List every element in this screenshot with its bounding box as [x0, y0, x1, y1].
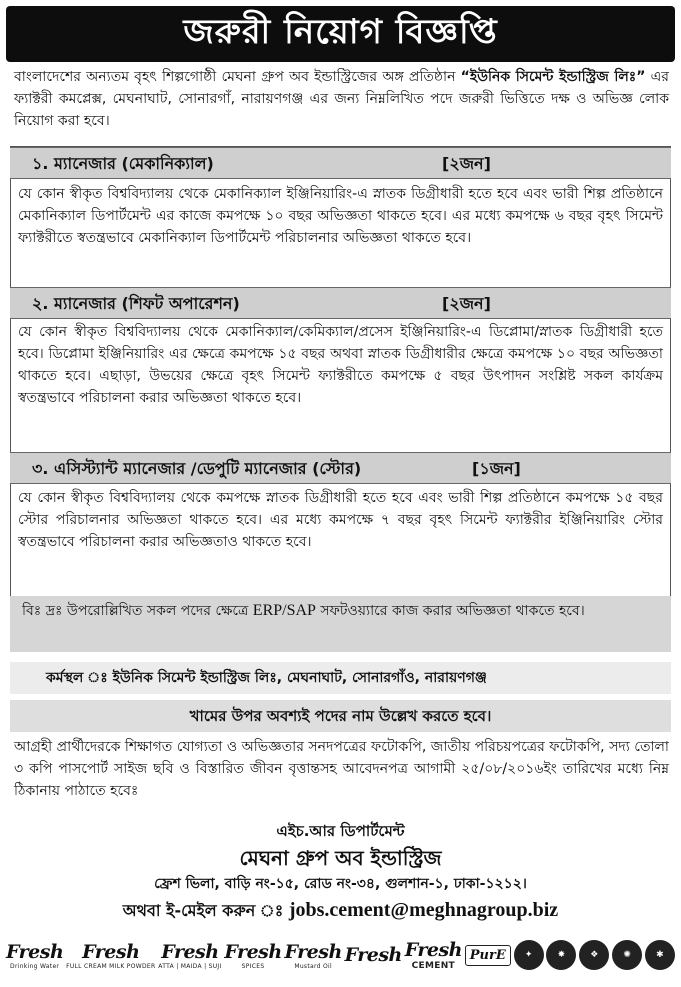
company-address: ফ্রেশ ভিলা, বাড়ি নং-১৫, রোড নং-৩৪, গুলশান-১, ঢাকা-১২১২। — [154, 876, 527, 892]
position-2-header — [10, 287, 671, 319]
intro-text-after: এর ফ্যাক্টরী কমপ্লেক্স, মেঘনাঘাট, সোনারগাঁ, নারায়ণগঞ্জ এর জন্য নিম্নলিখিত পদে জরুরী ভিত্তিতে দক্ষ ও অভিজ্ঞ লোক নিয়োগ করা হবে। — [14, 69, 669, 129]
fresh-tea-logo: Fresh — [344, 944, 402, 966]
note-erp: ERP/SAP — [252, 602, 316, 619]
fresh-water-logo: Fresh Drinking Water — [6, 940, 64, 970]
intro-text-before: বাংলাদেশের অন্যতম বৃহৎ শিল্পগোষ্ঠী মেঘনা গ্রুপ অব ইন্ডাস্ট্রিজের অঙ্গ প্রতিষ্ঠান — [14, 69, 461, 85]
brand-badge-icon: ✦ — [514, 940, 544, 970]
position-1-count: [২জন] — [442, 154, 491, 173]
email-line — [0, 898, 681, 925]
workplace-line: কর্মস্থল ঃ ইউনিক সিমেন্ট ইন্ডাস্ট্রিজ লিঃ, মেঘনাঘাট, সোনারগাঁও, নারায়ণগঞ্জ — [10, 662, 671, 694]
fresh-milk-logo: Fresh FULL CREAM MILK POWDER — [66, 940, 156, 970]
position-2-title: ২. ম্যানেজার (শিফট অপারেশন) — [32, 294, 240, 313]
application-instructions: আগ্রহী প্রার্থীদেরকে শিক্ষাগত যোগ্যতা ও অভিজ্ঞতার সনদপত্রের ফটোকপি, জাতীয় পরিচয়পত্রের ফটোকপি, সদ্য তোলা ৩ কপি পাসপোর্ট সাইজ ছবি ও বিস্তারিত জীবন বৃত্তান্তসহ আবেদনপত্র আগামী ২৫/০৮/২০১৬ইং তারিখের মধ্যে নিম্ন ঠিকানায় পাঠাতে হবেঃ — [14, 739, 669, 799]
fresh-cement-logo: Fresh CEMENT — [404, 939, 462, 971]
position-1-description: যে কোন স্বীকৃত বিশ্ববিদ্যালয় থেকে মেকানিক্যাল ইঞ্জিনিয়ারিং-এ স্নাতক ডিগ্রীধারী হতে হবে এবং ভারী শিল্প প্রতিষ্ঠানে মেকানিক্যাল ডিপার্টমেন্ট এর কাজে কমপক্ষে ১০ বছর অভিজ্ঞতা থাকতে হবে। এর মধ্যে কমপক্ষে ৬ বছর বৃহৎ সিমেন্ট ফ্যাক্টরীতে স্বতন্ত্রভাবে মেকানিক্যাল ডিপার্টমেন্ট পরিচালনার অভিজ্ঞতা থাকতে হবে। — [18, 186, 663, 246]
brand-badge-icon: ✱ — [645, 940, 675, 970]
position-2-count: [২জন] — [442, 294, 491, 313]
email-address[interactable]: jobs.cement@meghnagroup.biz — [288, 899, 559, 921]
fresh-atta-logo: Fresh ATTA | MAIDA | SUJI — [158, 940, 222, 970]
headline-title: জরুরী নিয়োগ বিজ্ঞপ্তি — [183, 11, 498, 52]
email-prefix: অথবা ই-মেইল করুন ঃ — [122, 901, 289, 920]
brand-badge-icon: ✺ — [612, 940, 642, 970]
note-prefix: বিঃ দ্রঃ উপরোল্লিখিত সকল পদের ক্ষেত্রে — [22, 603, 253, 619]
envelope-notice: খামের উপর অবশ্যই পদের নাম উল্লেখ করতে হবে। — [10, 700, 671, 732]
brand-logo-strip — [6, 930, 675, 980]
position-2-description: যে কোন স্বীকৃত বিশ্ববিদ্যালয় থেকে মেকানিক্যাল/কেমিক্যাল/প্রসেস ইঞ্জিনিয়ারিং-এ ডিপ্লোমা/স্নাতক ডিগ্রীধারী হতে হবে। ডিপ্লোমা ইঞ্জিনিয়ারিং এর ক্ষেত্রে কমপক্ষে ১৫ বছর অথবা স্নাতক ডিগ্রীধারীর ক্ষেত্রে কমপক্ষে ১০ বছর অভিজ্ঞতা থাকতে হবে। এছাড়া, উভয়ের ক্ষেত্রে বৃহৎ সিমেন্ট ফ্যাক্টরীতে কমপক্ষে ৫ বছর উৎপাদন সংশ্লিষ্ট সকল কার্যক্রম স্বতন্ত্রভাবে পরিচালনা করার অভিজ্ঞতা থাকতে হবে। — [18, 324, 663, 406]
headline-banner — [6, 6, 675, 62]
fresh-oil-logo: Fresh Mustard Oil — [284, 940, 342, 970]
position-1-header — [10, 147, 671, 179]
brand-badge-icon: ❖ — [579, 940, 609, 970]
hr-department: এইচ.আর ডিপার্টমেন্ট — [276, 822, 405, 840]
position-3-description: যে কোন স্বীকৃত বিশ্ববিদ্যালয় থেকে কমপক্ষে স্নাতক ডিগ্রীধারী হতে হবে এবং ভারী শিল্প প্রতিষ্ঠানে কমপক্ষে ১৫ বছর স্টোর পরিচালনার অভিজ্ঞতা থাকতে হবে। এর মধ্যে কমপক্ষে ৭ বছর বৃহৎ সিমেন্ট ফ্যাক্টরীর ইঞ্জিনিয়ারিং স্টোর স্বতন্ত্রভাবে পরিচালনা করার অভিজ্ঞতাও থাকতে হবে। — [18, 490, 663, 550]
position-3-header — [10, 452, 671, 484]
company-name: মেঘনা গ্রুপ অব ইন্ডাস্ট্রিজ — [239, 846, 442, 870]
position-3-count: [১জন] — [472, 459, 521, 478]
intro-paragraph — [14, 66, 669, 132]
position-1-title: ১. ম্যানেজার (মেকানিক্যাল) — [32, 154, 214, 173]
erp-note — [10, 596, 671, 652]
pure-brand-icon: PurE — [465, 945, 511, 966]
intro-company-name: “ইউনিক সিমেন্ট ইন্ডাস্ট্রিজ লিঃ” — [460, 69, 646, 85]
brand-badge-icon: ✸ — [546, 940, 576, 970]
note-suffix: সফটওয়্যারে কাজ করার অভিজ্ঞতা থাকতে হবে। — [315, 603, 585, 619]
fresh-spices-logo: Fresh SPICES — [224, 940, 282, 970]
position-3-title: ৩. এসিস্ট্যান্ট ম্যানেজার /ডেপুটি ম্যানেজার (স্টোর) — [32, 459, 362, 478]
